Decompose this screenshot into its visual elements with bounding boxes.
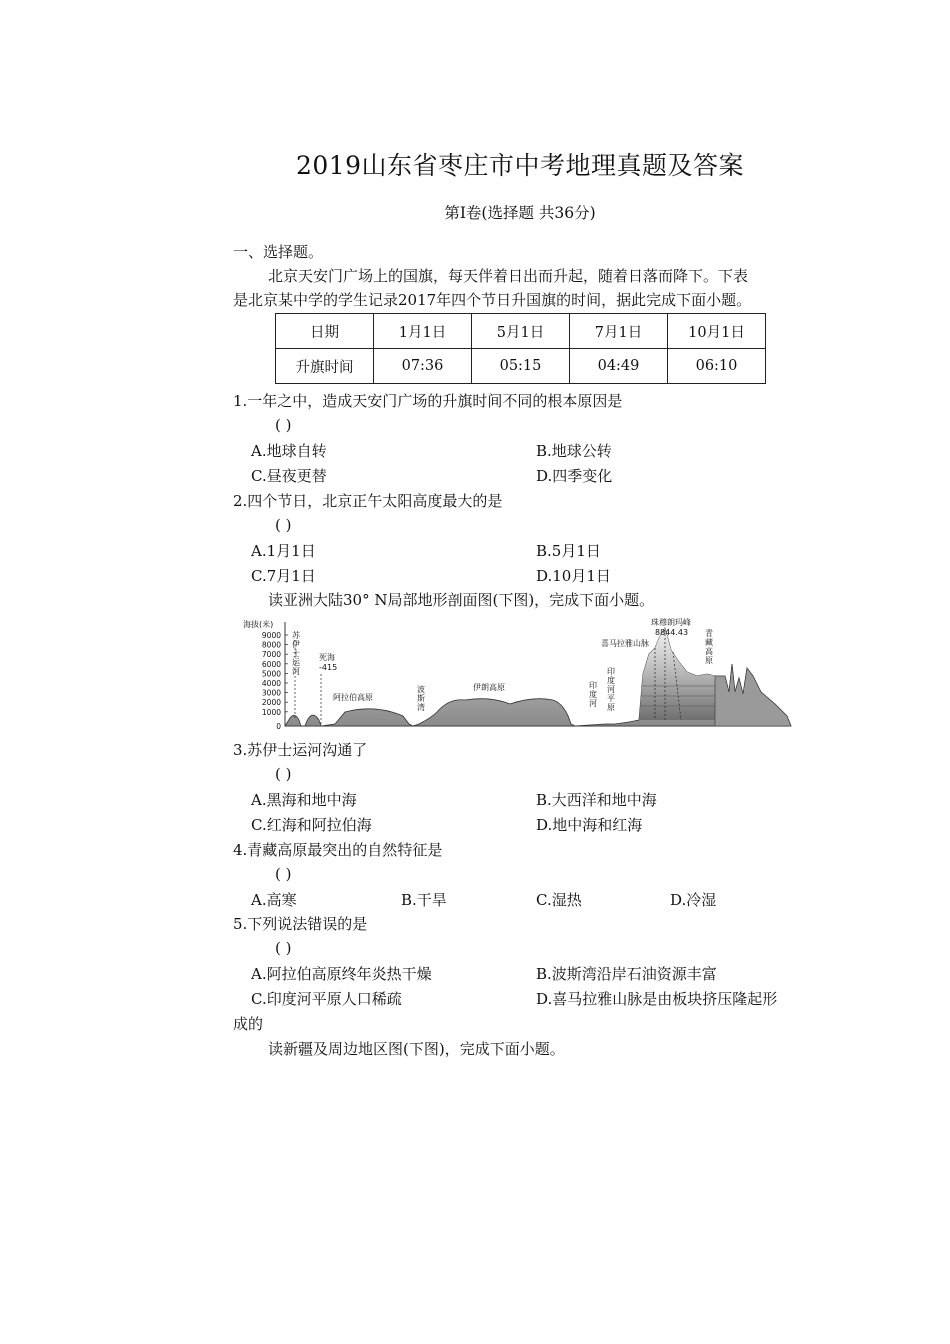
table-cell: 06:10 (668, 349, 766, 384)
table-row (276, 349, 766, 384)
q3-option-a[interactable]: A.黑海和地中海 (251, 791, 357, 809)
section-heading: 一、选择题。 (233, 243, 324, 261)
answer-bracket: ( ) (275, 939, 292, 957)
q1-option-b[interactable]: B.地球公转 (536, 442, 612, 460)
q5-option-c[interactable]: C.印度河平原人口稀疏 (251, 990, 402, 1008)
page-title: 2019山东省枣庄市中考地理真题及答案 (295, 151, 745, 180)
q4-option-a[interactable]: A.高寒 (251, 891, 297, 909)
answer-bracket: ( ) (275, 416, 292, 434)
profile-intro: 读亚洲大陆30° N局部地形剖面图(下图)，完成下面小题。 (268, 591, 655, 609)
table-header-cell: 升旗时间 (276, 349, 374, 384)
q5-option-d-continued: 成的 (233, 1015, 264, 1033)
q5-option-b[interactable]: B.波斯湾沿岸石油资源丰富 (536, 965, 717, 983)
q3-option-c[interactable]: C.红海和阿拉伯海 (251, 816, 372, 834)
q3-option-d[interactable]: D.地中海和红海 (536, 816, 643, 834)
label-persian-gulf: 波斯湾 (417, 685, 425, 712)
y-tick-label: 7000 (261, 650, 281, 660)
terrain-profile-figure (235, 612, 795, 737)
table-cell: 5月1日 (472, 314, 570, 349)
question-2-stem: 2.四个节日，北京正午太阳高度最大的是 (233, 492, 503, 510)
map-intro: 读新疆及周边地区图(下图)，完成下面小题。 (268, 1040, 565, 1058)
table-cell: 10月1日 (668, 314, 766, 349)
q4-option-b[interactable]: B.干旱 (401, 891, 447, 909)
y-tick-label: 9000 (261, 631, 281, 640)
q1-option-c[interactable]: C.昼夜更替 (251, 467, 327, 485)
label-tibet: 青藏高原 (705, 629, 713, 665)
label-dead-sea: 死海 (319, 653, 335, 662)
q2-option-a[interactable]: A.1月1日 (251, 542, 316, 560)
answer-bracket: ( ) (275, 765, 292, 783)
y-tick-label: 8000 (261, 640, 281, 650)
answer-bracket: ( ) (275, 865, 292, 883)
question-3-stem: 3.苏伊士运河沟通了 (233, 741, 368, 759)
q5-option-d[interactable]: D.喜马拉雅山脉是由板块挤压隆起形 (536, 990, 778, 1008)
q1-option-a[interactable]: A.地球自转 (251, 442, 327, 460)
section-subtitle: 第Ⅰ卷(选择题 共36分) (444, 204, 596, 222)
y-tick-label: 1000 (261, 707, 281, 717)
answer-bracket: ( ) (275, 516, 292, 534)
label-arabia: 阿拉伯高原 (333, 693, 373, 702)
tibet-relief (715, 664, 791, 726)
flag-raising-table (275, 313, 766, 384)
y-tick-label: 0 (276, 722, 281, 731)
q4-option-d[interactable]: D.冷湿 (670, 891, 717, 909)
table-row (276, 314, 766, 349)
intro-line-2: 是北京某中学的学生记录2017年四个节日升国旗的时间，据此完成下面小题。 (233, 291, 752, 309)
label-indus-river: 印度河 (589, 681, 597, 708)
question-1-stem: 1.一年之中，造成天安门广场的升旗时间不同的根本原因是 (233, 392, 623, 410)
question-4-stem: 4.青藏高原最突出的自然特征是 (233, 841, 443, 859)
label-suez: 苏伊士运河 (292, 631, 300, 676)
y-axis-label: 海拔(米) (243, 620, 274, 629)
y-tick-label: 3000 (261, 688, 281, 698)
y-tick-label: 2000 (261, 698, 281, 708)
q5-option-a[interactable]: A.阿拉伯高原终年炎热干燥 (251, 965, 432, 983)
y-tick-label: 4000 (261, 679, 281, 688)
label-indus-plain: 印度河平原 (607, 667, 615, 712)
y-tick-label: 6000 (261, 659, 281, 669)
label-iran: 伊朗高原 (473, 683, 505, 692)
intro-line-1: 北京天安门广场上的国旗，每天伴着日出而升起，随着日落而降下。下表 (268, 267, 749, 285)
label-everest: 珠穆朗玛峰 (651, 618, 691, 627)
table-cell: 04:49 (570, 349, 668, 384)
q3-option-b[interactable]: B.大西洋和地中海 (536, 791, 657, 809)
q2-option-c[interactable]: C.7月1日 (251, 567, 316, 585)
table-cell: 05:15 (472, 349, 570, 384)
table-header-cell: 日期 (276, 314, 374, 349)
q4-option-c[interactable]: C.湿热 (536, 891, 582, 909)
question-5-stem: 5.下列说法错误的是 (233, 915, 368, 933)
table-cell: 1月1日 (374, 314, 472, 349)
q2-option-b[interactable]: B.5月1日 (536, 542, 601, 560)
label-everest-height: 8844.43 (655, 628, 689, 637)
label-himalaya: 喜马拉雅山脉 (601, 639, 649, 648)
table-cell: 7月1日 (570, 314, 668, 349)
label-dead-sea-value: -415 (319, 663, 338, 672)
y-tick-label: 5000 (261, 669, 281, 679)
q1-option-d[interactable]: D.四季变化 (536, 467, 613, 485)
table-cell: 07:36 (374, 349, 472, 384)
q2-option-d[interactable]: D.10月1日 (536, 567, 611, 585)
